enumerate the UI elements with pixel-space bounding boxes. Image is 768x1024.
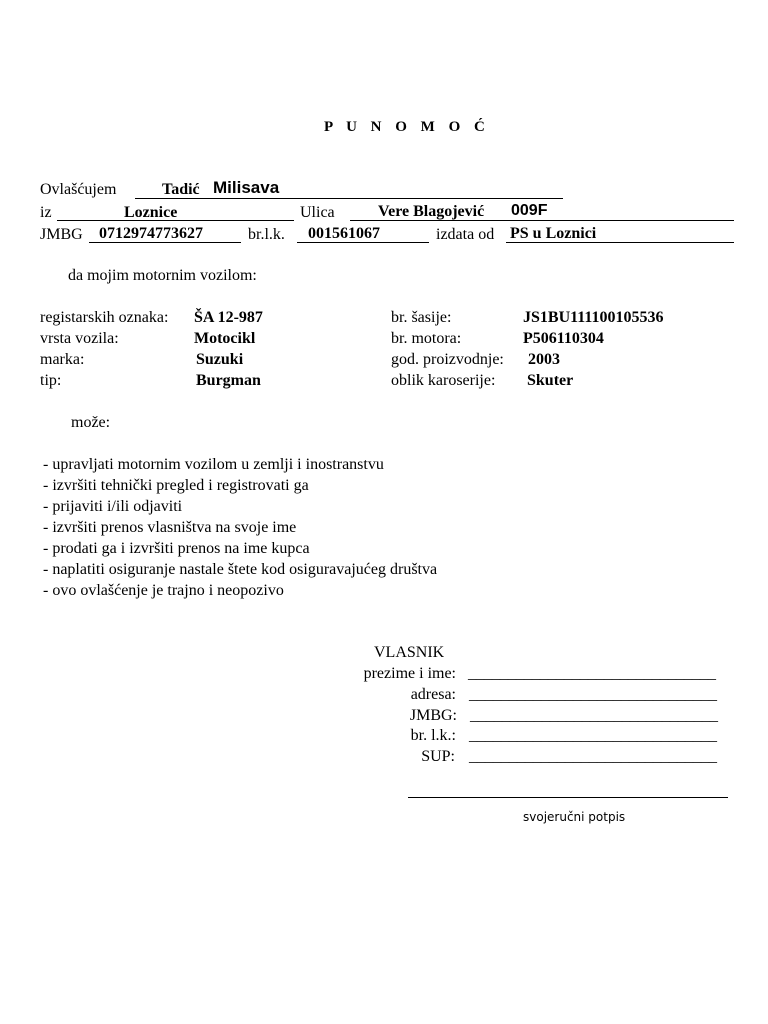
owner-heading: VLASNIK (374, 644, 445, 661)
authorize-label: Ovlašćujem (40, 181, 117, 198)
iz-label: iz (40, 204, 52, 221)
owner-adresa-blank: _______________________________ (469, 686, 717, 703)
vrsta-value: Motocikl (194, 330, 256, 347)
authorize-name-rest: Milisava (213, 178, 280, 197)
iz-value: Loznice (124, 204, 178, 221)
sasija-label: br. šasije: (391, 309, 452, 326)
may-text: može: (71, 414, 111, 431)
rights-item: - prodati ga i izvršiti prenos na ime kupca (43, 540, 310, 557)
signature-line (408, 797, 728, 798)
izdata-label: izdata od (436, 226, 495, 243)
reg-label: registarskih oznaka: (40, 309, 169, 326)
owner-brlk-blank: _______________________________ (469, 727, 717, 744)
owner-brlk-label: br. l.k.: (410, 727, 456, 744)
motor-value: P506110304 (523, 330, 604, 347)
brlk-label: br.l.k. (248, 226, 285, 243)
owner-jmbg-blank: _______________________________ (470, 707, 718, 724)
owner-jmbg-label: JMBG: (409, 707, 457, 724)
intro-text: da mojim motornim vozilom: (68, 267, 257, 284)
street-value: Vere Blagojević (378, 203, 485, 220)
owner-prezime-blank: _______________________________ (468, 665, 716, 682)
marka-label: marka: (40, 351, 85, 368)
rights-item: - upravljati motornim vozilom u zemlji i inostranstvu (43, 456, 384, 473)
authorize-name-bold: Tadić (162, 181, 200, 198)
izdata-value: PS u Loznici (510, 225, 597, 242)
god-value: 2003 (528, 351, 560, 368)
owner-prezime-label: prezime i ime: (363, 665, 456, 682)
oblik-value: Skuter (527, 372, 574, 389)
street-label: Ulica (300, 204, 335, 221)
rights-item: - izvršiti prenos vlasništva na svoje ime (43, 519, 297, 536)
owner-adresa-label: adresa: (410, 686, 456, 703)
tip-value: Burgman (196, 372, 261, 389)
sasija-value: JS1BU111100105536 (523, 309, 664, 326)
tip-label: tip: (40, 372, 62, 389)
street-number: 009F (511, 202, 548, 219)
jmbg-label: JMBG (40, 226, 83, 243)
brlk-value: 001561067 (308, 225, 380, 242)
jmbg-value: 0712974773627 (99, 225, 203, 242)
vrsta-label: vrsta vozila: (40, 330, 119, 347)
motor-label: br. motora: (391, 330, 462, 347)
rights-item: - ovo ovlašćenje je trajno i neopozivo (43, 582, 284, 599)
owner-sup-label: SUP: (421, 748, 455, 765)
rights-item: - izvršiti tehnički pregled i registrovati ga (43, 477, 309, 494)
reg-value: ŠA 12-987 (194, 309, 263, 326)
oblik-label: oblik karoserije: (391, 372, 496, 389)
rights-item: - prijaviti i/ili odjaviti (43, 498, 183, 515)
owner-sup-blank: _______________________________ (469, 748, 717, 765)
god-label: god. proizvodnje: (391, 351, 504, 368)
marka-value: Suzuki (196, 351, 244, 368)
rights-item: - naplatiti osiguranje nastale štete kod osiguravajućeg društva (43, 561, 438, 578)
document-title: P U N O M O Ć (324, 119, 490, 135)
signature-label: svojeručni potpis (523, 810, 626, 824)
